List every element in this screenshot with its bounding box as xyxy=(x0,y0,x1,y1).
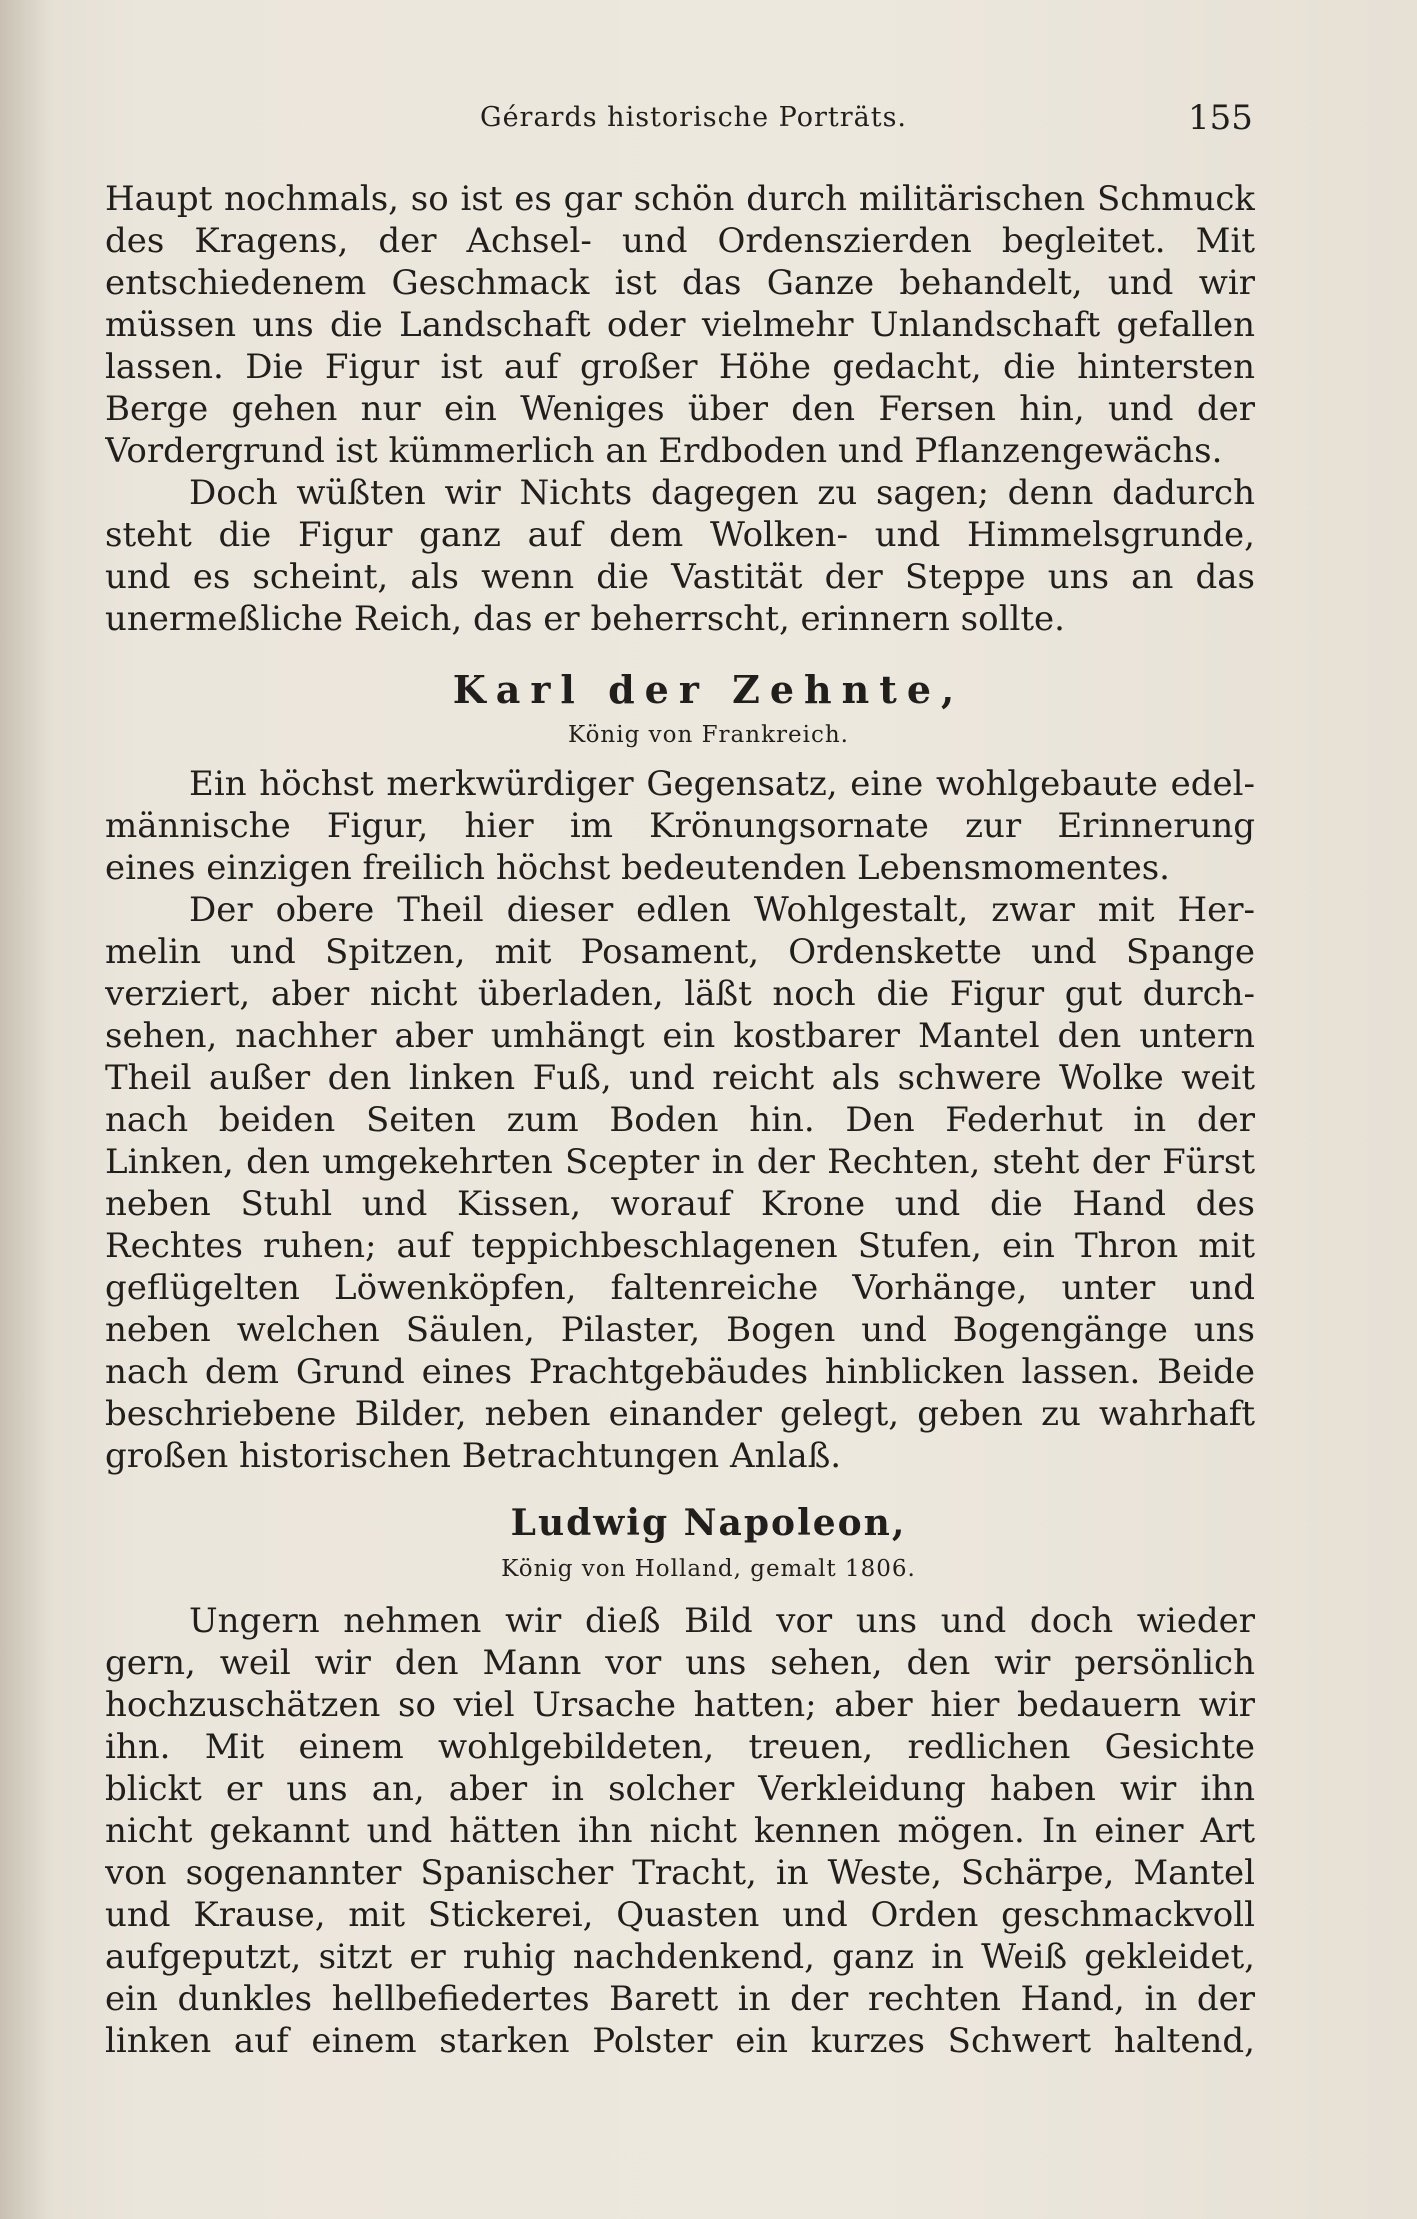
text-line: unermeßliche Reich, das er beherrscht, erinnern sollte. xyxy=(105,599,1065,639)
text-line: steht die Figur ganz auf dem Wolken- und Himmelsgrunde, xyxy=(105,515,1255,555)
text-line: Theil außer den linken Fuß, und reicht als schwere Wolke weit xyxy=(105,1058,1255,1098)
paragraph-4 xyxy=(105,889,1255,1477)
text-line: verziert, aber nicht überladen, läßt noch die Figur gut durch- xyxy=(105,974,1255,1014)
text-line: ihn. Mit einem wohlgebildeten, treuen, redlichen Gesichte xyxy=(105,1727,1255,1767)
text-line: melin und Spitzen, mit Posament, Ordenskette und Spange xyxy=(105,932,1255,972)
text-line: aufgeputzt, sitzt er ruhig nachdenkend, ganz in Weiß gekleidet, xyxy=(105,1937,1255,1977)
text-line: Rechtes ruhen; auf teppichbeschlagenen Stufen, ein Thron mit xyxy=(105,1226,1255,1266)
text-line: neben Stuhl und Kissen, worauf Krone und die Hand des xyxy=(105,1184,1255,1224)
text-line: linken auf einem starken Polster ein kurzes Schwert haltend, xyxy=(105,2021,1255,2061)
text-line: Berge gehen nur ein Weniges über den Fersen hin, und der xyxy=(105,389,1255,429)
text-line: Haupt nochmals, so ist es gar schön durch militärischen Schmuck xyxy=(105,179,1255,219)
text-line: müssen uns die Landschaft oder vielmehr Unlandschaft gefallen xyxy=(105,305,1255,345)
text-line: entschiedenem Geschmack ist das Ganze behandelt, und wir xyxy=(105,263,1255,303)
section-subtitle-karl: König von Frankreich. xyxy=(568,722,849,748)
text-line: Doch wüßten wir Nichts dagegen zu sagen; denn dadurch xyxy=(189,473,1255,513)
text-line: geflügelten Löwenköpfen, faltenreiche Vorhänge, unter und xyxy=(105,1268,1255,1308)
text-line: nach beiden Seiten zum Boden hin. Den Federhut in der xyxy=(105,1100,1255,1140)
text-line: nicht gekannt und hätten ihn nicht kennen mögen. In einer Art xyxy=(105,1811,1255,1851)
text-line: lassen. Die Figur ist auf großer Höhe gedacht, die hintersten xyxy=(105,347,1255,387)
text-line: blickt er uns an, aber in solcher Verkleidung haben wir ihn xyxy=(105,1769,1255,1809)
text-line: Linken, den umgekehrten Scepter in der Rechten, steht der Fürst xyxy=(105,1142,1255,1182)
page-header xyxy=(0,98,1417,148)
text-line: nach dem Grund eines Prachtgebäudes hinblicken lassen. Beide xyxy=(105,1352,1255,1392)
paragraph-3 xyxy=(105,763,1255,889)
text-line: hochzuschätzen so viel Ursache hatten; aber hier bedauern wir xyxy=(105,1685,1255,1725)
text-line: Vordergrund ist kümmerlich an Erdboden und Pflanzengewächs. xyxy=(105,431,1223,471)
text-line: eines einzigen freilich höchst bedeutenden Lebensmomentes. xyxy=(105,848,1170,888)
section-title-karl: Karl der Zehnte, xyxy=(452,667,965,712)
page-edge-shadow xyxy=(0,0,50,2219)
running-title: Gérards historische Porträts. xyxy=(480,102,908,133)
text-line: Ungern nehmen wir dieß Bild vor uns und doch wieder xyxy=(189,1601,1255,1641)
section-subtitle-ludwig: König von Holland, gemalt 1806. xyxy=(501,1556,916,1582)
text-line: neben welchen Säulen, Pilaster, Bogen und Bogengänge uns xyxy=(105,1310,1255,1350)
section-title-ludwig: Ludwig Napoleon, xyxy=(510,1502,907,1544)
paragraph-5 xyxy=(105,1600,1255,2062)
page-number: 155 xyxy=(1188,98,1253,138)
text-line: gern, weil wir den Mann vor uns sehen, den wir persönlich xyxy=(105,1643,1255,1683)
text-line: Ein höchst merkwürdiger Gegensatz, eine wohlgebaute edel- xyxy=(189,764,1255,804)
text-line: von sogenannter Spanischer Tracht, in Weste, Schärpe, Mantel xyxy=(105,1853,1255,1893)
text-line: ein dunkles hellbefiedertes Barett in der rechten Hand, in der xyxy=(105,1979,1255,2019)
text-line: sehen, nachher aber umhängt ein kostbarer Mantel den untern xyxy=(105,1016,1255,1056)
paragraph-2 xyxy=(105,472,1255,640)
text-line: beschriebene Bilder, neben einander gelegt, geben zu wahrhaft xyxy=(105,1394,1255,1434)
text-line: und es scheint, als wenn die Vastität der Steppe uns an das xyxy=(105,557,1255,597)
paragraph-1 xyxy=(105,178,1255,472)
text-line: Der obere Theil dieser edlen Wohlgestalt, zwar mit Her- xyxy=(189,890,1255,930)
text-line: männische Figur, hier im Krönungsornate zur Erinnerung xyxy=(105,806,1255,846)
text-line: des Kragens, der Achsel- und Ordenszierden begleitet. Mit xyxy=(105,221,1255,261)
text-line: und Krause, mit Stickerei, Quasten und Orden geschmackvoll xyxy=(105,1895,1255,1935)
text-line: großen historischen Betrachtungen Anlaß. xyxy=(105,1436,842,1476)
